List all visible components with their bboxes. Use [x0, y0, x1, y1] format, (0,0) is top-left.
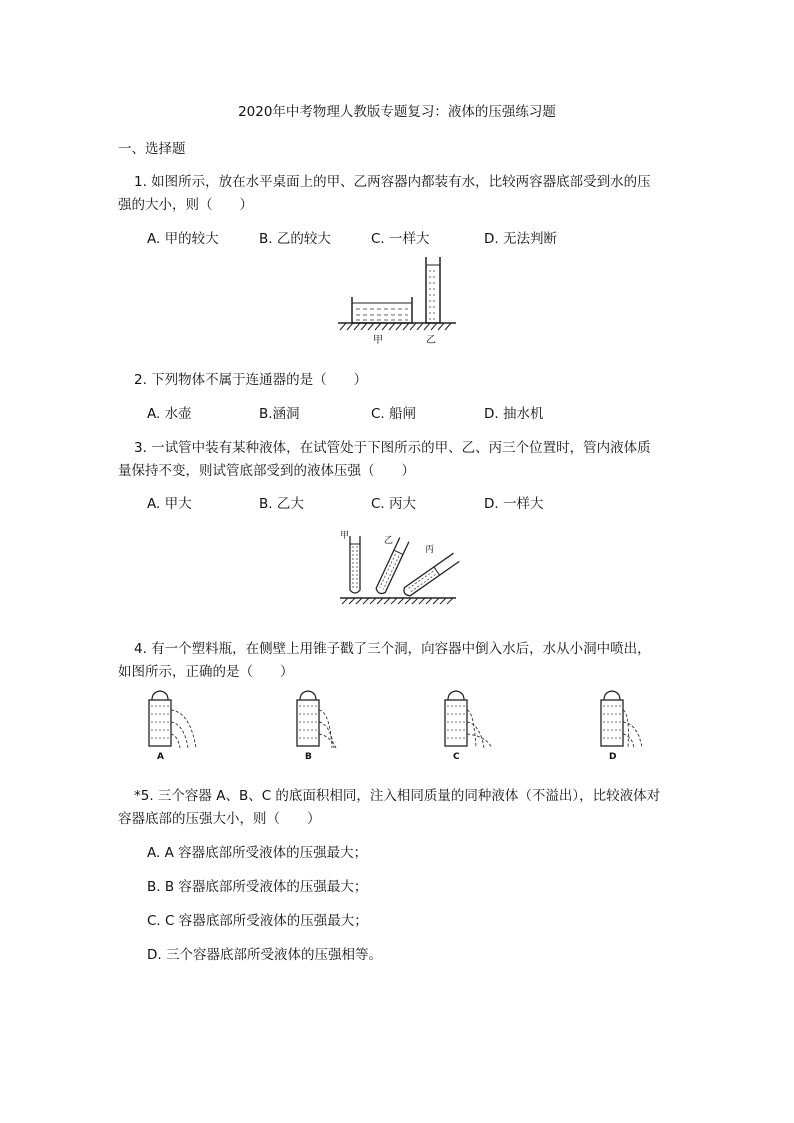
question-3-option-b: B. 乙大: [259, 496, 304, 512]
question-2-option-c: C. 船闸: [371, 406, 417, 422]
question-5-option-a: A. A 容器底部所受液体的压强最大；: [147, 845, 368, 861]
question-5-line-1: *5. 三个容器 A、B、C 的底面积相同，注入相同质量的同种液体（不溢出），比较液体对: [134, 788, 661, 804]
question-4-label-c: C: [453, 752, 460, 762]
question-3-label-jia: 甲: [340, 531, 350, 541]
question-3-figure: [334, 524, 469, 606]
question-3-line-2: 量保持不变，则试管底部受到的液体压强（ ）: [118, 463, 415, 479]
question-3-option-c: C. 丙大: [371, 496, 417, 512]
question-2-option-b: B.涵洞: [259, 406, 300, 422]
question-4-label-a: A: [157, 752, 164, 762]
question-4-bottle-b: [292, 690, 362, 752]
question-1-line-1: 1. 如图所示，放在水平桌面上的甲、乙两容器内都装有水，比较两容器底部受到水的压: [134, 174, 651, 190]
question-4-line-2: 如图所示，正确的是（ ）: [118, 664, 294, 680]
question-5-option-d: D. 三个容器底部所受液体的压强相等。: [147, 947, 382, 963]
question-3-option-d: D. 一样大: [484, 496, 544, 512]
question-1-option-c: C. 一样大: [371, 231, 430, 247]
page-title: 2020年中考物理人教版专题复习：液体的压强练习题: [238, 104, 556, 120]
question-5-line-2: 容器底部的压强大小，则（ ）: [118, 811, 321, 827]
question-1-label-yi: 乙: [426, 335, 436, 346]
question-3-option-a: A. 甲大: [147, 496, 192, 512]
question-5-option-b: B. B 容器底部所受液体的压强最大；: [147, 879, 368, 895]
question-2-option-a: A. 水壶: [147, 406, 192, 422]
question-3-line-1: 3. 一试管中装有某种液体，在试管处于下图所示的甲、乙、丙三个位置时，管内液体质: [134, 440, 651, 456]
question-4-line-1: 4. 有一个塑料瓶，在侧壁上用锥子戳了三个洞，向容器中倒入水后，水从小洞中喷出，: [134, 641, 651, 657]
question-1-figure: [330, 255, 470, 347]
question-4-bottle-a: [144, 690, 214, 752]
section-heading: 一、选择题: [118, 141, 186, 157]
question-4-label-d: D: [609, 752, 617, 762]
question-4-bottle-c: [440, 690, 510, 752]
question-1-option-a: A. 甲的较大: [147, 231, 219, 247]
question-1-line-2: 强的大小，则（ ）: [118, 197, 253, 213]
question-2-option-d: D. 抽水机: [484, 406, 544, 422]
question-1-label-jia: 甲: [373, 335, 383, 346]
question-2-line-1: 2. 下列物体不属于连通器的是（ ）: [134, 372, 368, 388]
question-5-option-c: C. C 容器底部所受液体的压强最大；: [147, 913, 368, 929]
question-4-label-b: B: [305, 752, 312, 762]
question-3-label-bing: 丙: [425, 545, 435, 555]
question-4-bottle-d: [596, 690, 666, 752]
question-1-option-b: B. 乙的较大: [259, 231, 331, 247]
question-3-label-yi: 乙: [384, 536, 394, 546]
question-1-option-d: D. 无法判断: [484, 231, 557, 247]
